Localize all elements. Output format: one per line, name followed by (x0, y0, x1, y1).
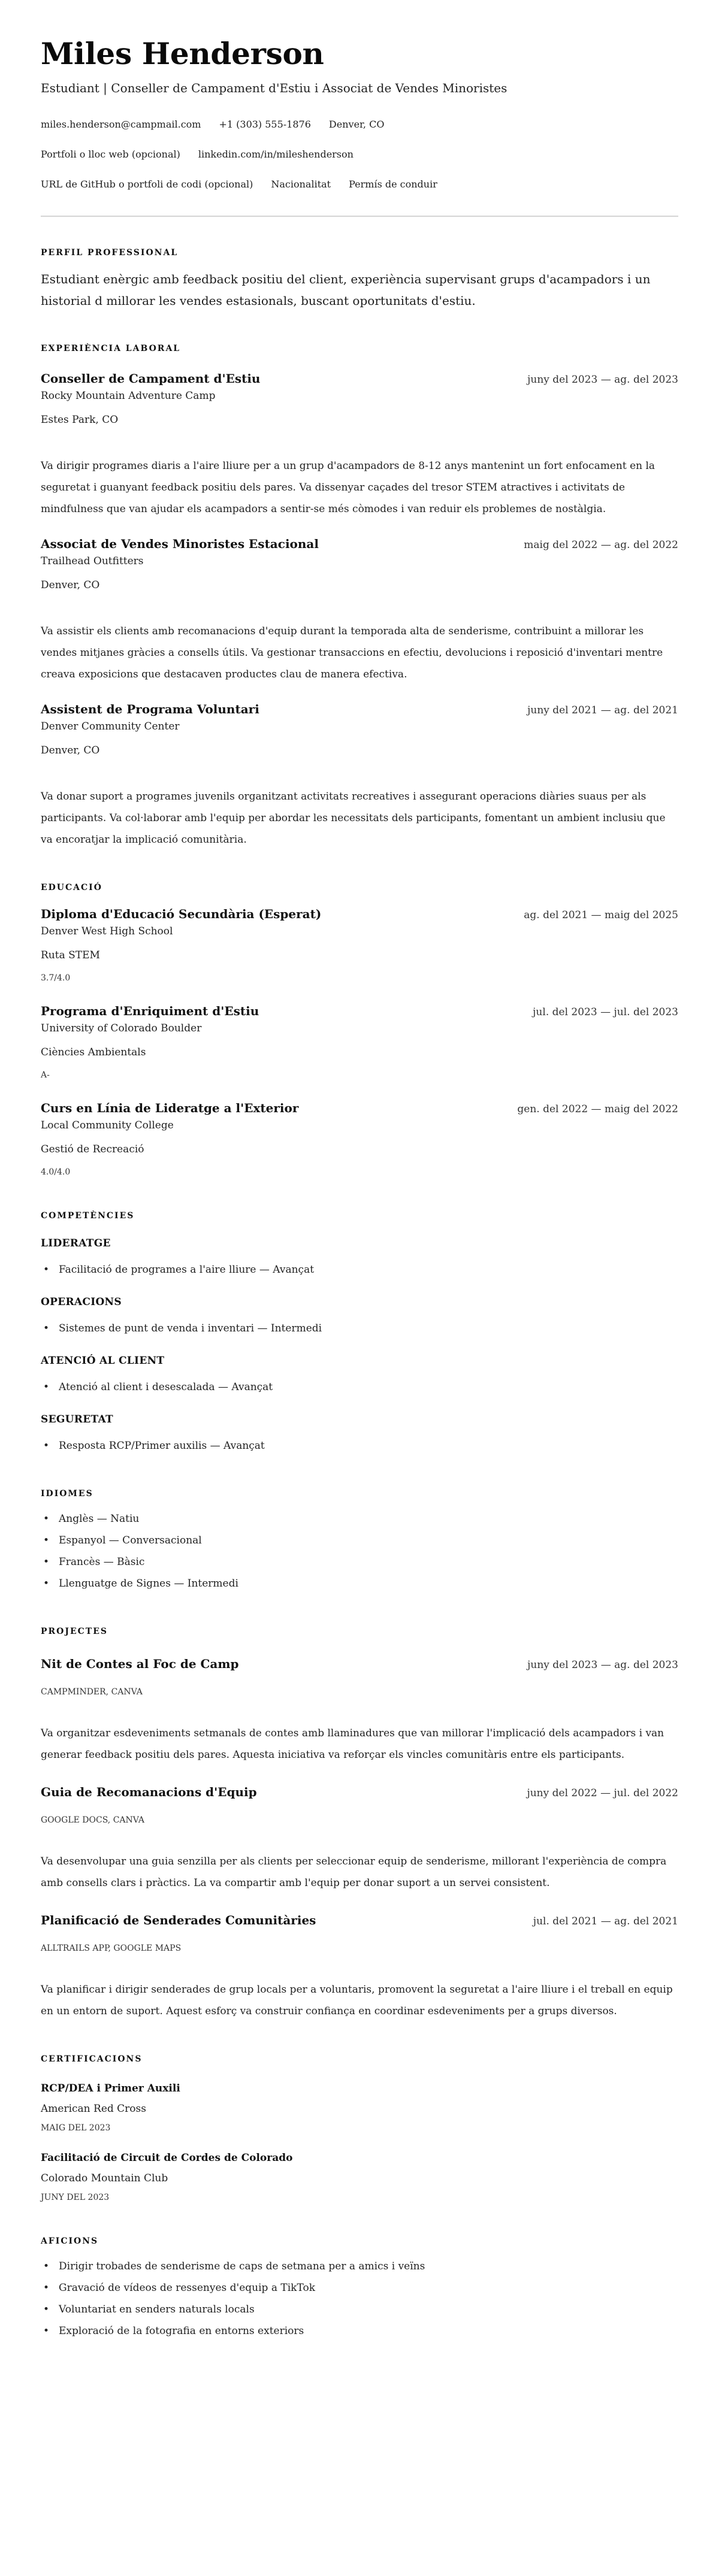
company-name: Trailhead Outfitters (41, 555, 144, 567)
candidate-name: Miles Henderson (41, 36, 324, 71)
education-section (41, 882, 678, 1179)
education-entry (41, 1003, 678, 1082)
job-description: Va donar suport a programes juvenils organitzant activitats recreatives i assegurant operacions diàries suaus per als participants. Va col·laborar amb l'equip per abordar les necessitats dels participants, fomentant un ambient inclusiu que va encoratjar la implicació comunitària. (41, 791, 666, 846)
education-dates: ag. del 2021 — maig del 2025 (524, 909, 678, 921)
field-of-study: Gestió de Recreació (41, 1143, 144, 1155)
hobby-item: • Gravació de vídeos de ressenyes d'equip a TikTok (41, 2277, 678, 2299)
experience-entry (41, 535, 678, 685)
contact-driving-license: Permís de conduir (349, 178, 437, 190)
job-location: Denver, CO (41, 579, 100, 591)
contact-email[interactable]: miles.henderson@campmail.com (41, 119, 201, 130)
skill-group-title: OPERACIONS (41, 1296, 122, 1308)
field-of-study: Ruta STEM (41, 949, 100, 961)
job-dates: juny del 2021 — ag. del 2021 (527, 704, 678, 716)
hobby-item: • Voluntariat en senders naturals locals (41, 2299, 678, 2320)
certifications-section (41, 2053, 678, 2204)
skill-group (41, 1354, 678, 1398)
language-item: • Espanyol — Conversacional (41, 1530, 678, 1551)
header-divider (41, 216, 678, 217)
section-title: PROJECTES (41, 1627, 108, 1636)
skill-group (41, 1295, 678, 1339)
project-title: Guia de Recomanacions d'Equip (41, 1785, 257, 1799)
skill-item: • Atenció al client i desescalada — Avançat (41, 1376, 678, 1398)
contact-nationality: Nacionalitat (271, 178, 331, 190)
contact-linkedin[interactable]: linkedin.com/in/mileshenderson (198, 149, 354, 160)
degree-title: Programa d'Enriquiment d'Estiu (41, 1004, 259, 1018)
certification-issuer: American Red Cross (41, 2103, 146, 2115)
skill-group (41, 1412, 678, 1457)
school-name: University of Colorado Boulder (41, 1022, 202, 1034)
section-title: AFICIONS (41, 2236, 99, 2246)
project-title: Nit de Contes al Foc de Camp (41, 1657, 239, 1671)
job-title: Associat de Vendes Minoristes Estacional (41, 537, 319, 551)
skill-item: • Resposta RCP/Primer auxilis — Avançat (41, 1435, 678, 1457)
school-name: Local Community College (41, 1119, 174, 1131)
project-description: Va planificar i dirigir senderades de grup locals per a voluntaris, promovent la seguretat a l'aire lliure i el treball en equip en un entorn de suport. Aquest esforç va construir confiança en coordinar esdeveniments per a grups diversos. (41, 1984, 673, 2017)
skill-group-title: LIDERATGE (41, 1237, 111, 1249)
project-entry (41, 1784, 678, 1894)
grade: 4.0/4.0 (41, 1167, 71, 1177)
project-dates: jul. del 2021 — ag. del 2021 (533, 1915, 678, 1927)
experience-entry (41, 701, 678, 850)
company-name: Denver Community Center (41, 721, 180, 732)
degree-title: Curs en Línia de Lideratge a l'Exterior (41, 1101, 299, 1115)
grade: A- (41, 1070, 50, 1080)
job-location: Denver, CO (41, 744, 100, 756)
experience-section (41, 343, 678, 850)
contact-row (41, 177, 678, 192)
education-dates: jul. del 2023 — jul. del 2023 (533, 1006, 678, 1018)
education-entry (41, 1100, 678, 1179)
job-dates: juny del 2023 — ag. del 2023 (527, 374, 678, 386)
project-dates: juny del 2022 — jul. del 2022 (527, 1787, 678, 1799)
skills-section (41, 1210, 678, 1457)
languages-section (41, 1488, 678, 1594)
project-description: Va organitzar esdeveniments setmanals de contes amb llaminadures que van millorar l'implicació dels acampadors i van generar feedback positiu dels pares. Aquesta iniciativa va reforçar els vincles comunitàris entre els participants. (41, 1727, 664, 1761)
skill-group (41, 1236, 678, 1281)
project-tech: CAMPMINDER, CANVA (41, 1687, 143, 1697)
education-dates: gen. del 2022 — maig del 2022 (517, 1103, 678, 1115)
project-entry (41, 1655, 678, 1766)
contact-github[interactable]: URL de GitHub o portfoli de codi (opcional) (41, 178, 253, 190)
language-item: • Francès — Bàsic (41, 1551, 678, 1573)
candidate-headline: Estudiant | Conseller de Campament d'Estiu i Associat de Vendes Minoristes (41, 81, 507, 95)
contact-location: Denver, CO (328, 119, 385, 130)
certification-issuer: Colorado Mountain Club (41, 2172, 168, 2184)
hobbies-section (41, 2235, 678, 2342)
degree-title: Diploma d'Educació Secundària (Esperat) (41, 907, 322, 921)
skill-group-title: ATENCIÓ AL CLIENT (41, 1355, 165, 1367)
contact-row (41, 117, 678, 132)
project-entry (41, 1912, 678, 2022)
skill-item: • Facilitació de programes a l'aire lliure — Avançat (41, 1259, 678, 1281)
contact-row (41, 147, 678, 162)
experience-entry (41, 370, 678, 520)
contact-phone[interactable]: +1 (303) 555-1876 (219, 119, 311, 130)
job-title: Assistent de Programa Voluntari (41, 702, 259, 716)
projects-section (41, 1625, 678, 2022)
project-title: Planificació de Senderades Comunitàries (41, 1913, 316, 1927)
section-title: EXPERIÈNCIA LABORAL (41, 344, 181, 353)
education-entry (41, 906, 678, 985)
section-title: CERTIFICACIONS (41, 2054, 143, 2064)
job-description: Va dirigir programes diaris a l'aire lliure per a un grup d'acampadors de 8-12 anys mantenint un fort enfocament en la seguretat i guanyant feedback positiu dels pares. Va dissenyar caçades del tresor STEM atractives i activitats de mindfulness que van ajudar els acampadors a sentir-se més còmodes i van reduir els problemes de nostàlgia. (41, 460, 655, 515)
certification-date: JUNY DEL 2023 (41, 2193, 110, 2202)
section-title: PERFIL PROFESSIONAL (41, 248, 179, 258)
resume-header (41, 36, 678, 217)
field-of-study: Ciències Ambientals (41, 1046, 146, 1058)
certification-entry (41, 2081, 678, 2135)
job-location: Estes Park, CO (41, 414, 119, 426)
skill-item: • Sistemes de punt de venda i inventari — Intermedi (41, 1318, 678, 1339)
project-tech: GOOGLE DOCS, CANVA (41, 1815, 145, 1825)
language-item: • Llenguatge de Signes — Intermedi (41, 1573, 678, 1594)
job-dates: maig del 2022 — ag. del 2022 (524, 539, 678, 551)
certification-entry (41, 2150, 678, 2204)
school-name: Denver West High School (41, 925, 173, 937)
section-title: EDUCACIÓ (41, 883, 102, 892)
skill-group-title: SEGURETAT (41, 1413, 113, 1425)
project-description: Va desenvolupar una guia senzilla per als clients per seleccionar equip de senderisme, millorant l'experiència de compra amb consells clars i pràctics. La va compartir amb l'equip per donar suport a un servei consistent. (41, 1855, 667, 1889)
certification-name: RCP/DEA i Primer Auxili (41, 2082, 180, 2094)
job-title: Conseller de Campament d'Estiu (41, 371, 261, 386)
language-item: • Anglès — Natiu (41, 1508, 678, 1530)
section-title: COMPETÈNCIES (41, 1211, 135, 1221)
hobby-item: • Dirigir trobades de senderisme de caps de setmana per a amics i veïns (41, 2256, 678, 2277)
job-description: Va assistir els clients amb recomanacions d'equip durant la temporada alta de senderisme, contribuint a millorar les vendes mitjanes gràcies a consells útils. Va gestionar transaccions en efectiu, devolucions i reposició d'inventari mentre creava exposicions que destacaven productes clau de manera efectiva. (41, 625, 663, 680)
project-dates: juny del 2023 — ag. del 2023 (527, 1659, 678, 1671)
project-tech: ALLTRAILS APP, GOOGLE MAPS (41, 1944, 182, 1953)
hobby-item: • Exploració de la fotografia en entorns exteriors (41, 2320, 678, 2342)
section-title: IDIOMES (41, 1489, 93, 1499)
company-name: Rocky Mountain Adventure Camp (41, 390, 216, 402)
grade: 3.7/4.0 (41, 973, 71, 983)
certification-name: Facilitació de Circuit de Cordes de Colorado (41, 2152, 293, 2164)
summary-section (41, 247, 678, 311)
summary-text: Estudiant enèrgic amb feedback positiu del client, experiència supervisant grups d'acampadors i un historial d millorar les vendes estasionals, buscant oportunitats d'estiu. (41, 272, 651, 308)
certification-date: MAIG DEL 2023 (41, 2123, 111, 2133)
contact-portfolio[interactable]: Portfoli o lloc web (opcional) (41, 149, 180, 160)
